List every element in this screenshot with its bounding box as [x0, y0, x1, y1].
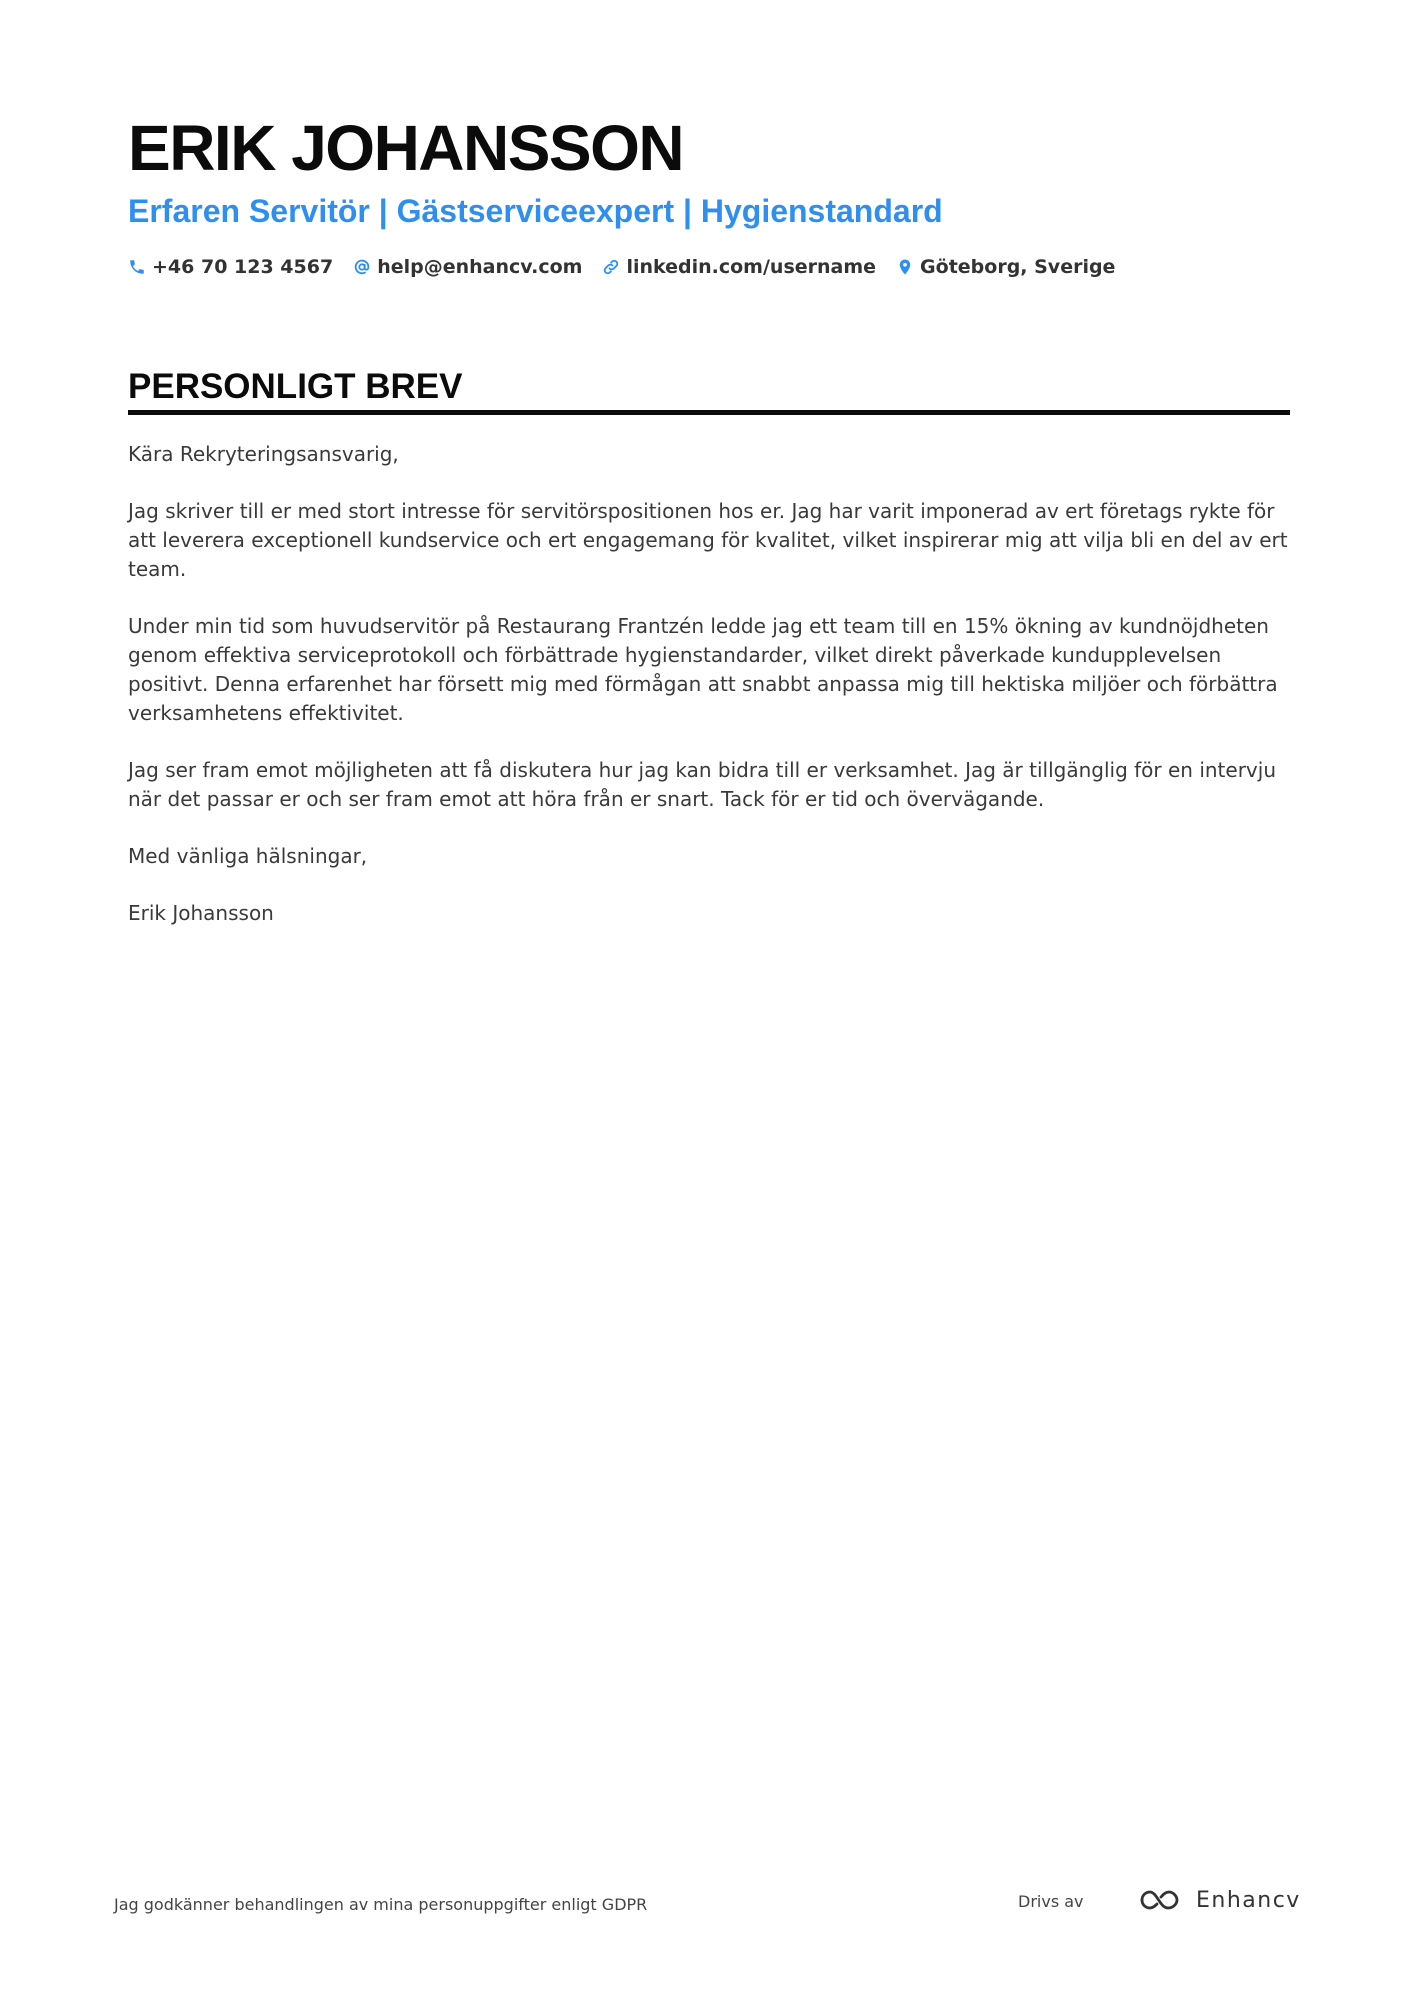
letter-signature: Erik Johansson [128, 901, 274, 925]
contact-linkedin[interactable] [602, 256, 876, 278]
letter-body [128, 440, 1290, 956]
gdpr-consent-text: Jag godkänner behandlingen av mina personuppgifter enligt GDPR [114, 1895, 648, 1914]
candidate-subtitle: Erfaren Servitör | Gästserviceexpert | Hygienstandard [128, 193, 943, 229]
contact-linkedin-text: linkedin.com/username [626, 256, 877, 278]
section-title: PERSONLIGT BREV [128, 367, 463, 406]
contact-email-text: help@enhancv.com [377, 256, 583, 278]
letter-closing: Med vänliga hälsningar, [128, 844, 368, 868]
contact-phone[interactable] [128, 256, 333, 278]
location-pin-icon [896, 258, 914, 276]
enhancv-brand-link[interactable] [1138, 1886, 1301, 1914]
powered-by-label: Drivs av [1018, 1892, 1084, 1911]
enhancv-brand-text: Enhancv [1196, 1887, 1301, 1913]
letter-paragraph: Under min tid som huvudservitör på Restaurang Frantzén ledde jag ett team till en 15% ökning av kundnöjdheten genom effektiva serviceprotokoll och förbättrade hygienstandarder, vilket direkt påverkade kundupplevelsen positivt. Denna erfarenhet har försett mig med förmågan att snabbt anpassa mig till hektiska miljöer och förbättra verksamhetens effektivitet. [128, 614, 1278, 725]
letter-greeting: Kära Rekryteringsansvarig, [128, 442, 399, 466]
contact-bar [128, 252, 1135, 282]
contact-phone-text: +46 70 123 4567 [152, 256, 334, 278]
section-divider [128, 410, 1290, 415]
contact-location [896, 256, 1115, 278]
phone-icon [128, 258, 146, 276]
enhancv-logo-icon [1138, 1886, 1186, 1914]
at-icon [353, 258, 371, 276]
contact-location-text: Göteborg, Sverige [920, 256, 1116, 278]
candidate-name: ERIK JOHANSSON [128, 112, 684, 184]
letter-paragraph: Jag skriver till er med stort intresse för servitörspositionen hos er. Jag har varit imponerad av ert företags rykte för att leverera exceptionell kundservice och ert engagemang för kvalitet, vilket inspirerar mig att vilja bli en del av ert team. [128, 499, 1288, 581]
contact-email[interactable] [353, 256, 582, 278]
letter-paragraph: Jag ser fram emot möjligheten att få diskutera hur jag kan bidra till er verksamhet. Jag är tillgänglig för en intervju när det passar er och ser fram emot att höra från er snart. Tack för er tid och övervägande. [128, 758, 1276, 811]
link-icon [602, 258, 620, 276]
